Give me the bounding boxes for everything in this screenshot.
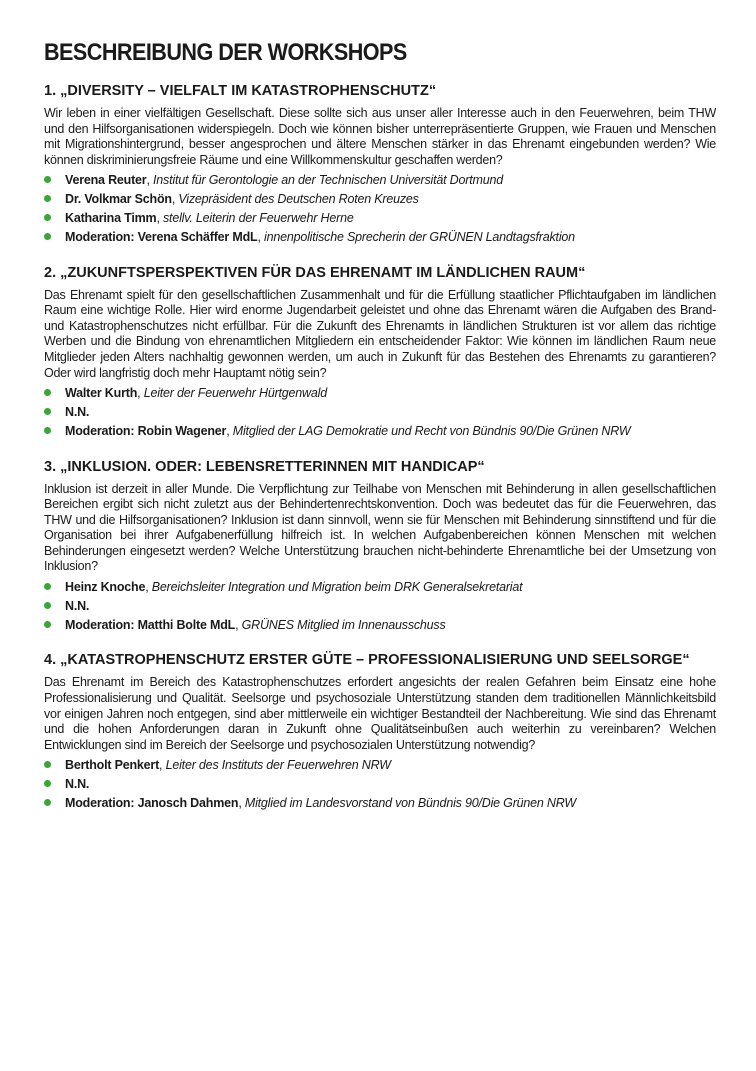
speaker-role: stellv. Leiterin der Feuerwehr Herne [163,210,354,225]
workshop-description: Inklusion ist derzeit in aller Munde. Die Verpflichtung zur Teilhabe von Menschen mit Behinderung in allen gesellschaftlichen Bereichen ergibt sich nicht zuletzt aus der Behindertenrechtskonvention. Doch was bedeutet das für die Feuerwehren, das THW und die Hilfsorganisationen? Inklusion ist dann sinnvoll, wenn sie für Menschen mit Behinderung sinnstiftend und für die Organisation bei ihrer Aufgabenerfüllung hilfreich ist. In welchen Aufgabenbereichen können Menschen mit welchen Behinderungen eingesetzt werden? Welche Unterstützung brauchen nicht-behinderte Ehrenamtliche bei der Umsetzung von Inklusion? [44,481,716,574]
speaker-item [44,190,716,209]
bullet-icon [44,780,51,787]
workshop-section [44,82,716,247]
bullet-icon [44,233,51,240]
speaker-name: Moderation: Janosch Dahmen [65,796,239,811]
speaker-name: Moderation: Verena Schäffer MdL [65,229,258,244]
workshop-heading: 2. „ZUKUNFTSPERSPEKTIVEN FÜR DAS EHRENAMT IM LÄNDLICHEN RAUM“ [44,264,586,281]
speaker-list [44,756,716,812]
workshop-description: Wir leben in einer vielfältigen Gesellschaft. Diese sollte sich aus unser aller Interesse auch in den Feuerwehren, beim THW und den Hilfsorganisationen widerspiegeln. Doch wie können bisher unterrepräsentierte Gruppen, wie Frauen und Menschen mit Migrationshintergrund, besser angesprochen und ältere Menschen stärker in das Ehrenamt eingebunden werden? Wie können diskriminierungsfreie Räume und eine Willkommenskultur geschaffen werden? [44,106,716,167]
bullet-icon [44,214,51,221]
speaker-separator: , [137,386,144,401]
speaker-separator: , [226,423,233,438]
speaker-separator: , [257,229,264,244]
speaker-item [44,209,716,228]
document-page [44,38,716,830]
speaker-item [44,578,716,597]
workshop-heading: 4. „KATASTROPHENSCHUTZ ERSTER GÜTE – PROFESSIONALISIERUNG UND SEELSORGE“ [44,652,690,669]
speaker-name: Verena Reuter [65,173,147,188]
bullet-icon [44,427,51,434]
speaker-separator: , [238,796,245,811]
speaker-name: Bertholt Penkert [65,758,160,773]
speaker-item [44,171,716,190]
speaker-item [44,794,716,813]
speaker-item [44,597,716,616]
speaker-separator: , [156,210,163,225]
speaker-item [44,403,716,422]
speaker-separator: , [159,758,166,773]
speaker-item [44,384,716,403]
speaker-role: Institut für Gerontologie an der Technischen Universität Dortmund [153,173,503,188]
speaker-list [44,171,716,246]
workshop-description: Das Ehrenamt spielt für den gesellschaftlichen Zusammenhalt und für die Erfüllung staatlicher Pflichtaufgaben im ländlichen Raum eine wichtige Rolle. Hier wird enorme Jugendarbeit geleistet und ohne das Ehrenamt wären die Aufgaben des Brand- und Katastrophenschutzes nicht erfüllbar. Für die Zukunft des Ehrenamts in ländlichen Strukturen ist vor allem das richtige Werben und die Bindung von ehrenamtlichen Mitgliedern ein entscheidender Faktor: Wie können im ländlichen Raum neue Mitglieder jeden Alters nachhaltig gewonnen werden, um auch in Zukunft für das Bestehen des Ehrenamts zu garantieren? Oder wird langfristig doch mehr Hauptamt nötig sein? [44,287,716,380]
speaker-name: Walter Kurth [65,386,138,401]
bullet-icon [44,583,51,590]
workshop-description: Das Ehrenamt im Bereich des Katastrophenschutzes erfordert angesichts der realen Gefahren beim Einsatz eine hohe Professionalisierung und Qualität. Seelsorge und psychosoziale Unterstützung standen dem traditionellen Männlichkeitsbild vor einigen Jahren noch entgegen, sind aber mittlerweile ein wichtiger Bestandteil der Nachbereitung. Wie sind das Ehrenamt und die hohen Anforderungen daran in Zukunft ohne Qualitätseinbußen auch weiterhin zu vereinbaren? Welchen Entwicklungen sind im Bereich der Seelsorge und psychosozialen Unterstützung notwendig? [44,675,716,752]
speaker-role: Mitglied der LAG Demokratie und Recht von Bündnis 90/Die Grünen NRW [232,423,631,438]
workshop-section [44,458,716,635]
speaker-separator: , [146,173,154,188]
speaker-item [44,616,716,635]
bullet-icon [44,621,51,628]
bullet-icon [44,761,51,768]
speaker-separator: , [235,617,242,632]
bullet-icon [44,799,51,806]
speaker-role: Vizepräsident des Deutschen Roten Kreuzes [178,192,419,207]
speaker-name: Moderation: Matthi Bolte MdL [65,617,236,632]
speaker-name: Dr. Volkmar Schön [65,192,172,207]
speaker-separator: , [171,192,179,207]
speaker-separator: , [145,580,152,595]
speaker-name: N.N. [65,404,90,419]
speaker-role: Bereichsleiter Integration und Migration beim DRK Generalsekretariat [151,580,523,595]
bullet-icon [44,389,51,396]
speaker-name: N.N. [65,777,90,792]
bullet-icon [44,176,51,183]
speaker-name: Heinz Knoche [65,580,146,595]
speaker-item [44,422,716,441]
speaker-item [44,756,716,775]
speaker-role: GRÜNES Mitglied im Innenausschuss [241,617,446,632]
speaker-role: Leiter des Instituts der Feuerwehren NRW [165,758,391,773]
speaker-name: N.N. [65,598,90,613]
workshop-sections [44,82,716,813]
speaker-role: Mitglied im Landesvorstand von Bündnis 90/Die Grünen NRW [244,796,576,811]
speaker-role: Leiter der Feuerwehr Hürtgenwald [143,386,327,401]
workshop-section [44,651,716,812]
workshop-section [44,264,716,441]
speaker-item [44,775,716,794]
speaker-name: Katharina Timm [65,210,157,225]
speaker-list [44,384,716,440]
speaker-name: Moderation: Robin Wagener [65,423,227,438]
bullet-icon [44,195,51,202]
speaker-list [44,578,716,634]
workshop-heading: 1. „DIVERSITY – VIELFALT IM KATASTROPHENSCHUTZ“ [44,83,437,99]
page-title: BESCHREIBUNG DER WORKSHOPS [44,39,407,66]
bullet-icon [44,602,51,609]
speaker-item [44,228,716,247]
speaker-role: innenpolitische Sprecherin der GRÜNEN Landtagsfraktion [264,229,575,244]
bullet-icon [44,408,51,415]
workshop-heading: 3. „INKLUSION. ODER: LEBENSRETTERINNEN MIT HANDICAP“ [44,458,485,475]
